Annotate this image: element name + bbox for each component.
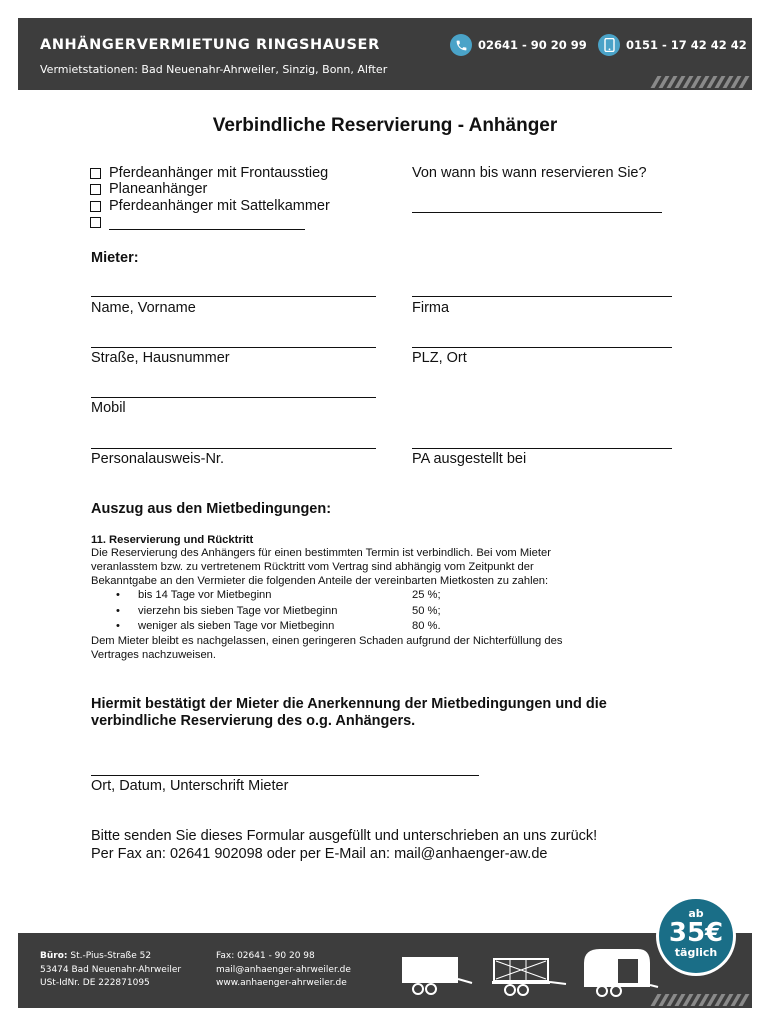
option-tarp[interactable] (90, 181, 207, 198)
option-tack-room[interactable] (90, 198, 330, 215)
street-field[interactable] (91, 347, 376, 348)
terms-line: veranlasstem bzw. zu vertretenem Rücktritt vom Vertrag sind abhängig vom Zeitpunkt der (91, 561, 534, 573)
confirmation-line: verbindliche Reservierung des o.g. Anhängers. (91, 713, 416, 729)
id-number-field[interactable] (91, 448, 376, 449)
badge-suffix: täglich (674, 946, 718, 959)
terms-closing-line: Vertrages nachzuweisen. (91, 649, 217, 661)
signature-label: Ort, Datum, Unterschrift Mieter (91, 778, 289, 794)
id-number-label: Personalausweis-Nr. (91, 451, 224, 467)
price-badge (656, 896, 736, 976)
box-trailer-icon (398, 953, 474, 997)
signature-field[interactable] (91, 775, 479, 776)
option-front-exit[interactable] (90, 165, 328, 182)
id-issued-field[interactable] (412, 448, 672, 449)
office-city: 53474 Bad Neuenahr-Ahrweiler (40, 964, 182, 975)
terms-closing-line: Dem Mieter bleibt es nachgelassen, einen geringeren Schaden aufgrund der Nichterfüllung des (91, 635, 563, 647)
horse-trailer-icon (578, 943, 660, 999)
fax-number: Fax: 02641 - 90 20 98 (216, 951, 315, 961)
bullet-value: 25 %; (412, 589, 441, 601)
name-field[interactable] (91, 296, 376, 297)
office-street: St.-Pius-Straße 52 (70, 951, 152, 961)
period-field[interactable] (412, 212, 662, 213)
form-title: Verbindliche Reservierung - Anhänger (212, 115, 558, 136)
terms-heading: Auszug aus den Mietbedingungen: (91, 501, 332, 517)
company-field[interactable] (412, 296, 672, 297)
terms-line: Die Reservierung des Anhängers für einen bestimmten Termin ist verbindlich. Bei vom Mieter (91, 547, 551, 559)
bullet-value: 50 %; (412, 605, 441, 617)
bullet-dot: • (116, 605, 120, 617)
renter-heading: Mieter: (91, 250, 139, 266)
decorative-stripes (654, 994, 746, 1006)
mobile-field[interactable] (91, 397, 376, 398)
option-label: Planeanhänger (109, 181, 208, 197)
bullet-label: weniger als sieben Tage vor Mietbeginn (138, 620, 335, 632)
mobile-label: Mobil (91, 400, 126, 416)
send-contact: Per Fax an: 02641 902098 oder per E-Mail an: mail@anhaenger-aw.de (91, 846, 548, 862)
other-option-field[interactable] (109, 215, 305, 230)
bullet-value: 80 %. (412, 620, 441, 632)
contact-info (216, 950, 351, 991)
flatbed-trailer-icon (488, 953, 568, 997)
company-label: Firma (412, 300, 450, 316)
checkbox[interactable] (90, 201, 101, 212)
period-question: Von wann bis wann reservieren Sie? (412, 165, 647, 181)
phone-number: 02641 - 90 20 99 (478, 38, 587, 52)
name-label: Name, Vorname (91, 300, 196, 316)
letterhead-header (18, 18, 752, 90)
id-issued-label: PA ausgestellt bei (412, 451, 527, 467)
bullet-label: bis 14 Tage vor Mietbeginn (138, 589, 272, 601)
checkbox[interactable] (90, 168, 101, 179)
option-label: Pferdeanhänger mit Sattelkammer (109, 198, 330, 214)
badge-prefix: ab (688, 907, 704, 920)
mobile-number: 0151 - 17 42 42 42 (626, 38, 747, 52)
bullet-label: vierzehn bis sieben Tage vor Mietbeginn (138, 605, 338, 617)
smartphone-icon (598, 34, 620, 56)
email-address[interactable]: mail@anhaenger-ahrweiler.de (216, 964, 351, 975)
option-label: Pferdeanhänger mit Frontausstieg (109, 165, 329, 181)
confirmation-line: Hiermit bestätigt der Mieter die Anerkennung der Mietbedingungen und die (91, 696, 607, 712)
bullet-dot: • (116, 589, 120, 601)
terms-line: Bekanntgabe an den Vermieter die folgenden Anteile der vereinbarten Mietkosten zu zahlen: (91, 575, 549, 587)
bullet-dot: • (116, 620, 120, 632)
send-instruction: Bitte senden Sie dieses Formular ausgefüllt und unterschrieben an uns zurück! (91, 828, 598, 844)
checkbox[interactable] (90, 217, 101, 228)
letterhead-footer (18, 933, 752, 1008)
phone-contact (450, 34, 587, 56)
vat-id: USt-IdNr. DE 222871095 (40, 978, 150, 988)
city-field[interactable] (412, 347, 672, 348)
phone-icon (450, 34, 472, 56)
rental-stations: Vermietstationen: Bad Neuenahr-Ahrweiler, Sinzig, Bonn, Alfter (40, 63, 388, 76)
decorative-stripes (654, 76, 746, 88)
office-label: Büro: (40, 951, 68, 961)
office-address (40, 950, 181, 991)
badge-price: 35€ (668, 918, 724, 948)
checkbox[interactable] (90, 184, 101, 195)
city-label: PLZ, Ort (412, 350, 467, 366)
company-name: ANHÄNGERVERMIETUNG RINGSHAUSER (40, 37, 380, 53)
website[interactable]: www.anhaenger-ahrweiler.de (216, 978, 347, 988)
option-other[interactable] (90, 215, 305, 230)
street-label: Straße, Hausnummer (91, 350, 230, 366)
mobile-contact (598, 34, 747, 56)
terms-section-title: 11. Reservierung und Rücktritt (91, 534, 254, 546)
